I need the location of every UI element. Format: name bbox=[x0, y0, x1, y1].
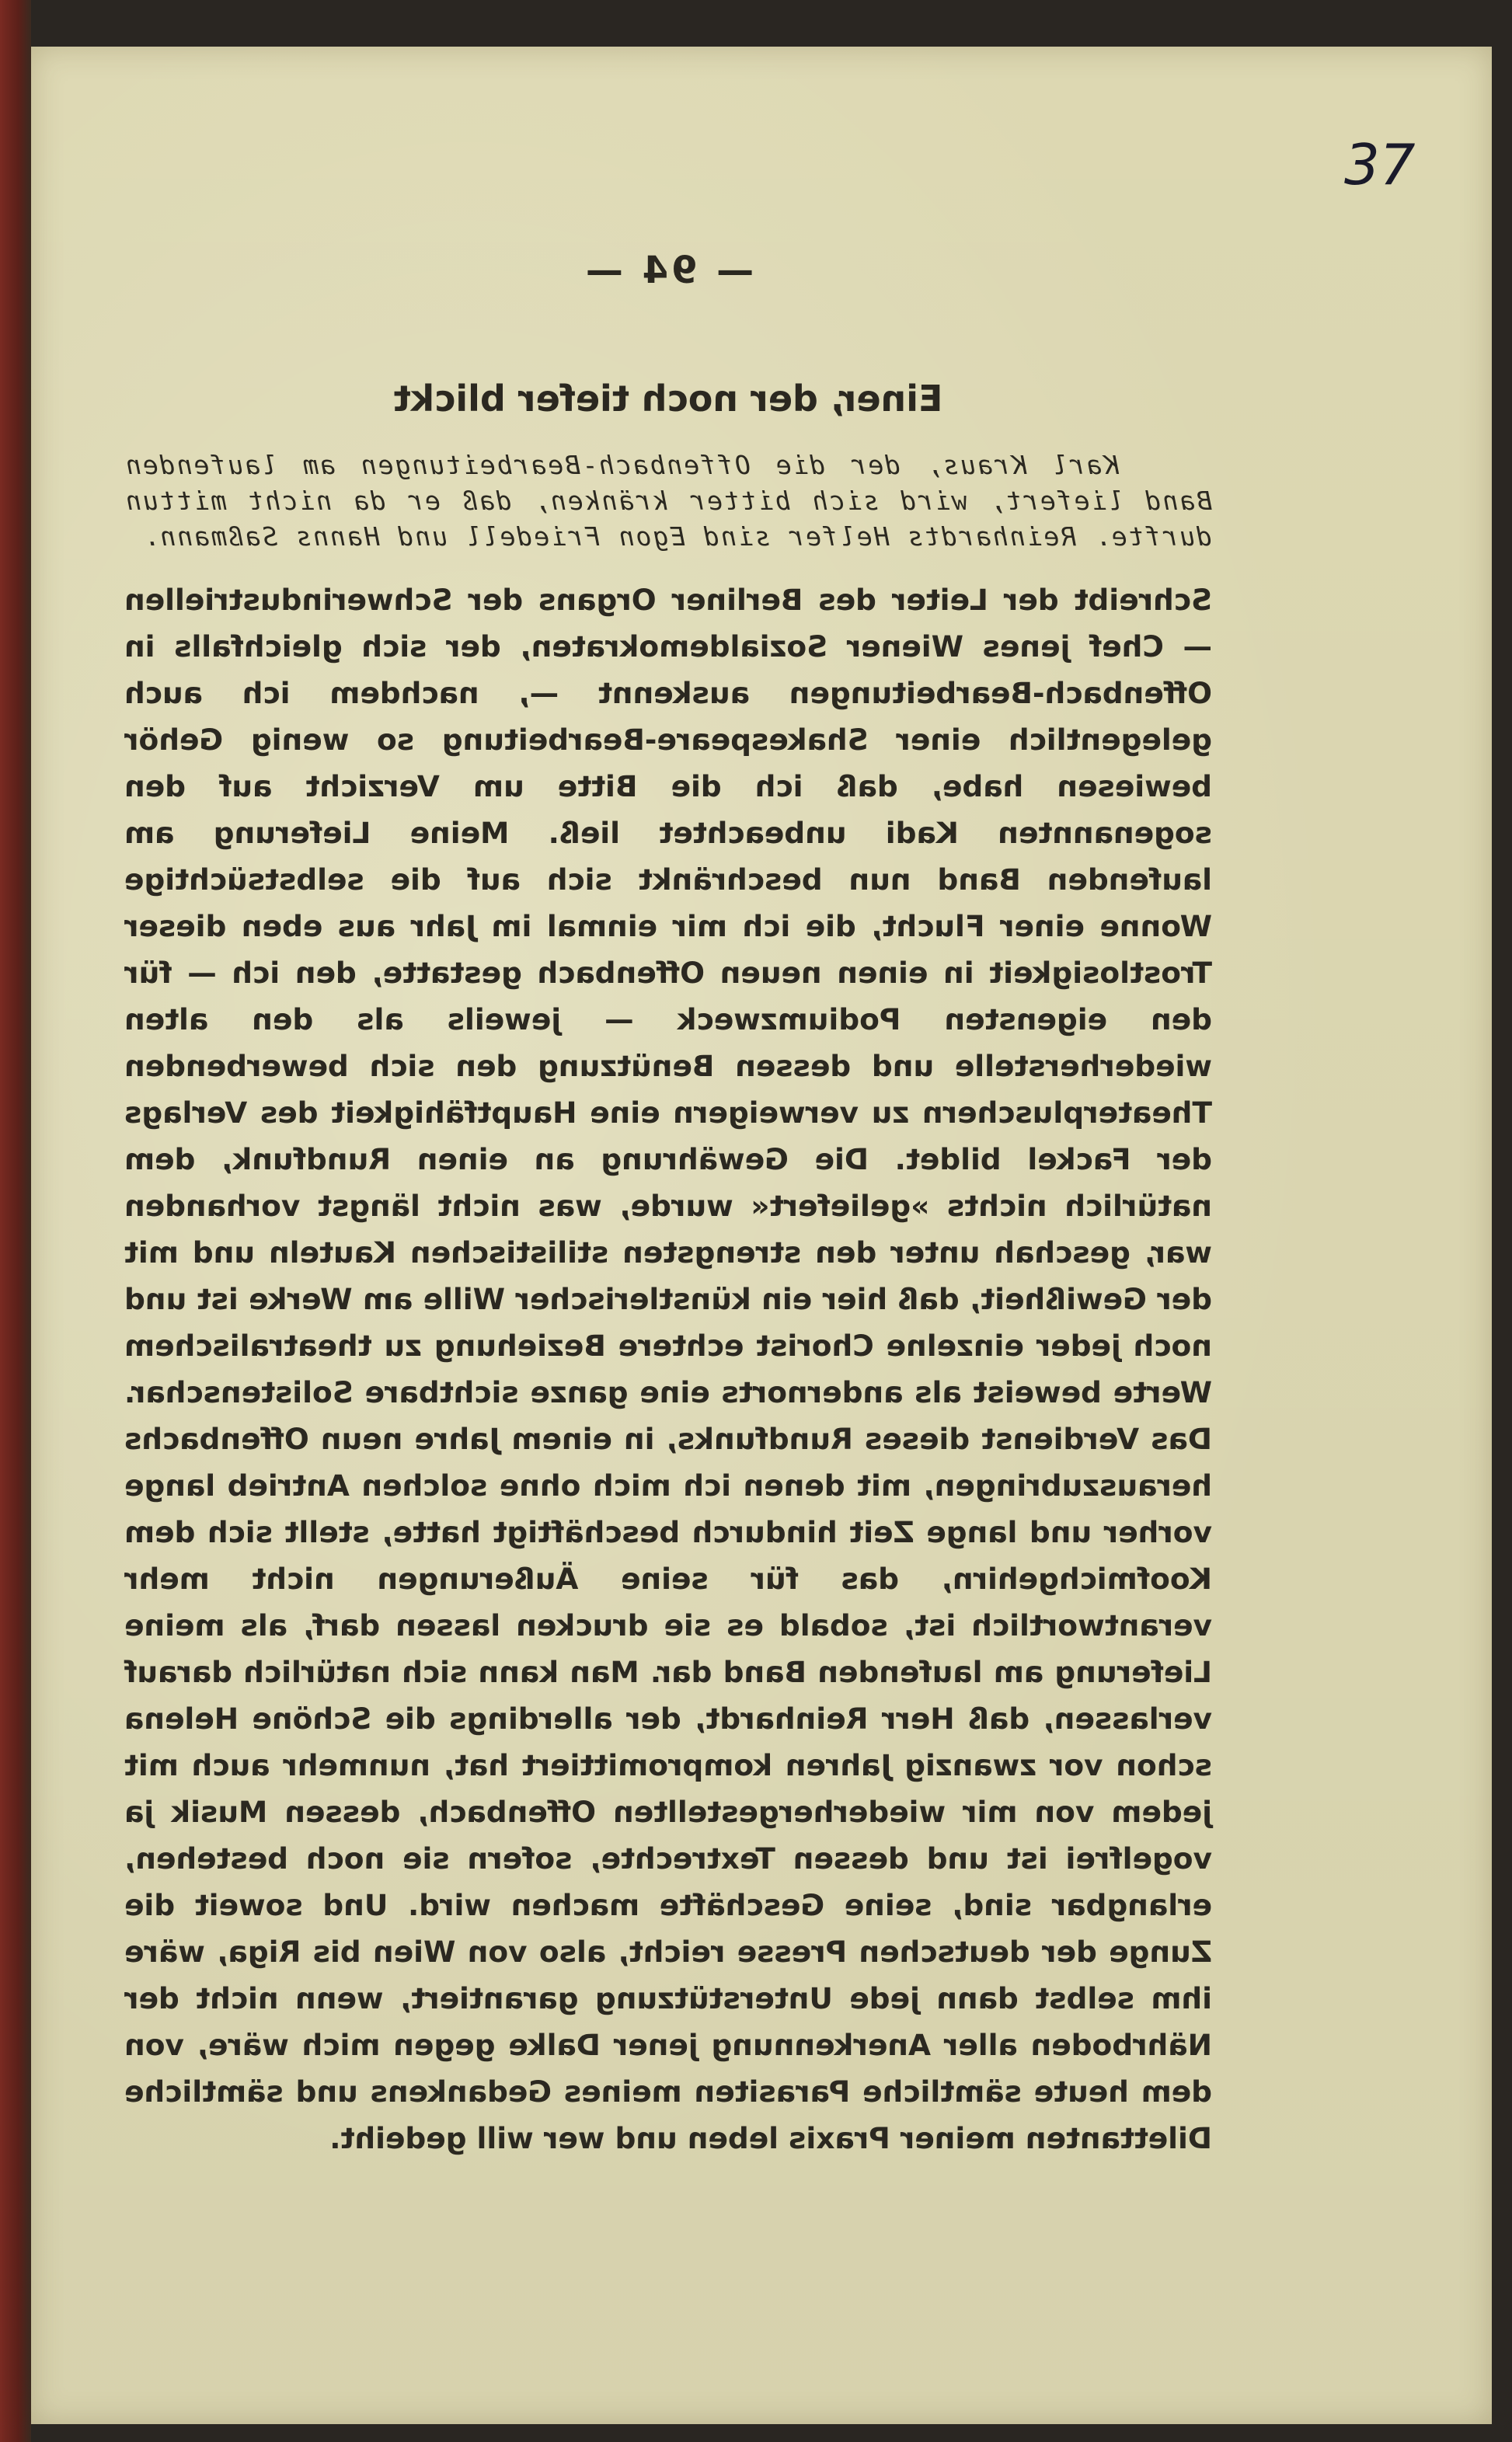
archive-folio-number: 37 bbox=[1344, 132, 1416, 197]
page-number: — 94 — bbox=[582, 249, 754, 292]
article-intro: Karl Kraus, der die Offenbach-Bearbeitungen am laufenden Band liefert, wird sich bitter kränken, daß er da nicht mittun durfte. Reinhardts Helfer sind Egon Friedell und Hanns Saßmann. bbox=[124, 450, 1212, 552]
article-body: Schreibt der Leiter des Berliner Organs der Schwerindustriellen — Chef jenes Wiener Sozialdemokraten, der sich gleichfalls in Offenbach-Bearbeitungen auskennt —, nachdem ich auch gelegentlich einer Shakespeare-Bearbeitung so wenig Gehör bewiesen habe, daß ich die Bitte um Verzicht auf den sogenannten Kadi unbeachtet ließ. Meine Lieferung am laufenden Band nun beschränkt sich auf die selbstsüchtige Wonne einer Flucht, die ich mir einmal im Jahr aus eben dieser Trostlosigkeit in einen neuen Offenbach gestatte, den ich — für den eigensten Podiumzweck — jeweils als den alten wiederherstelle und dessen Benützung den sich bewerbenden Theaterpluschern zu verweigern eine Hauptfähigkeit des Verlags der Fackel bildet. Die Gewährung an einen Rundfunk, dem natürlich nichts »geliefert« wurde, was nicht längst vorhanden war, geschah unter den strengsten stilistischen Kauteln und mit der Gewißheit, daß hier ein künstlerischer Wille am Werke ist und noch jeder einzelne Chorist echtere Beziehung zu theatralischem Werte beweist als andernorts eine ganze sichtbare Solistenschar. Das Verdienst dieses Rundfunks, in einem Jahre neun Offenbachs herauszubringen, mit denen ich mich ohne solchen Antrieb lange vorher und lange Zeit hindurch beschäftigt hatte, stellt sich dem Koofmichgehirn, das für seine Äußerungen nicht mehr verantwortlich ist, sobald es sie drucken lassen darf, als meine Lieferung am laufenden Band dar. Man kann sich natürlich darauf verlassen, daß Herr Reinhardt, der allerdings die Schöne Helena schon vor zwanzig Jahren kompromittiert hat, nunmehr auch mit jedem von mir wiederhergestellten Offenbach, dessen Musik ja vogelfrei ist und dessen Textrechte, sofern sie noch bestehen, erlangbar sind, seine Geschäfte machen wird. Und soweit die Zunge der deutschen Presse reicht, also von Wien bis Riga, wäre ihm selbst dann jede Unterstützung garantiert, wenn nicht der Nährboden aller Anerkennung jener Dalke gegen mich wäre, von dem heute sämtliche Parasiten meines Gedankens und sämtliche Dilettanten meiner Praxis leben und wer will gedeiht. bbox=[124, 583, 1212, 2155]
scanned-page bbox=[31, 47, 1492, 2424]
bleed-through-text-block bbox=[124, 249, 1212, 2162]
book-spine bbox=[0, 0, 31, 2442]
article-title: Einer, der noch tiefer blickt bbox=[393, 378, 943, 420]
